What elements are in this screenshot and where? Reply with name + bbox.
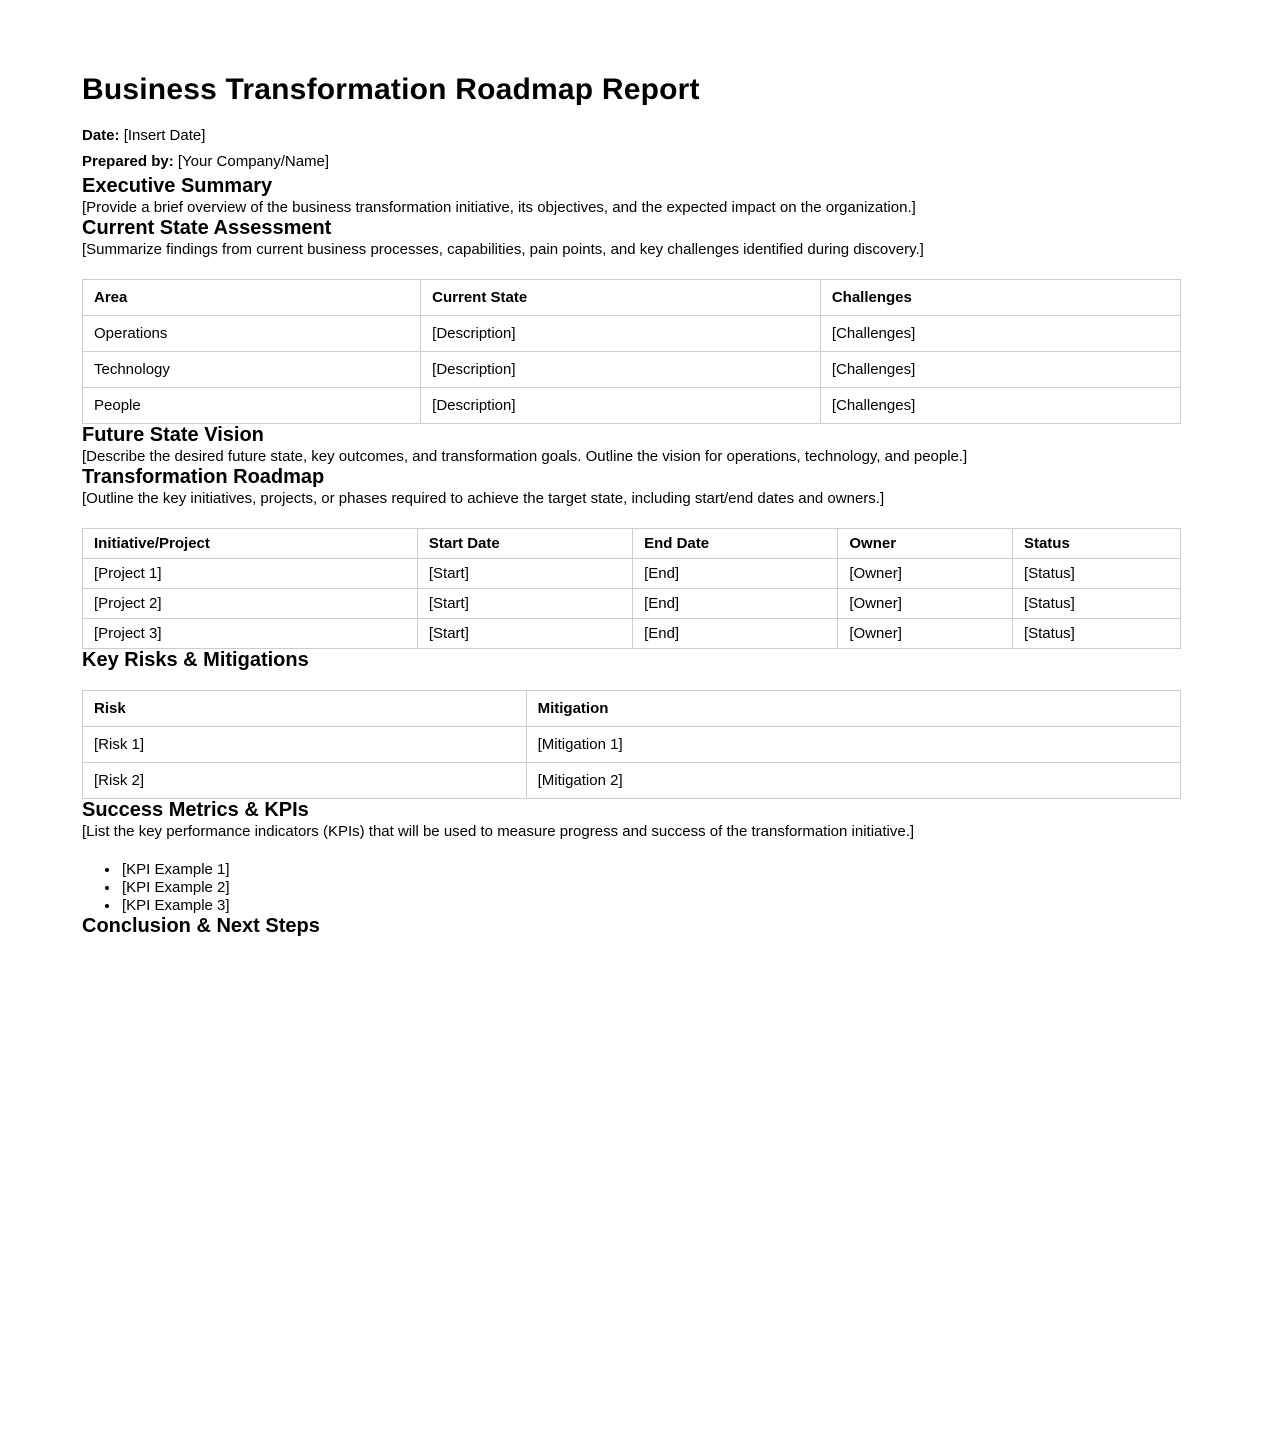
- meta-prepared-line: [82, 149, 1181, 175]
- table-row-people: [83, 388, 1181, 424]
- cell-challenges: [Challenges]: [820, 316, 1180, 352]
- kpi-list: [82, 861, 1181, 915]
- current-state-table: [82, 279, 1181, 424]
- cell-risk: [Risk 1]: [83, 727, 527, 763]
- column-header-challenges: Challenges: [820, 280, 1180, 316]
- table-row-risk-1: [83, 727, 1181, 763]
- cell-mitigation: [Mitigation 2]: [526, 763, 1180, 799]
- column-header-status: Status: [1012, 529, 1180, 559]
- cell-risk: [Risk 2]: [83, 763, 527, 799]
- column-header-owner: Owner: [838, 529, 1013, 559]
- heading-future-state-vision: Future State Vision: [82, 424, 264, 446]
- cell-end: [End]: [633, 619, 838, 649]
- heading-success-metrics-kpis: Success Metrics & KPIs: [82, 799, 309, 821]
- column-header-current-state: Current State: [421, 280, 821, 316]
- cell-status: [Status]: [1012, 619, 1180, 649]
- heading-current-state-assessment: Current State Assessment: [82, 217, 332, 239]
- cell-start: [Start]: [417, 559, 632, 589]
- meta-prepared-label: Prepared by:: [82, 153, 174, 170]
- cell-description: [Description]: [421, 316, 821, 352]
- cell-end: [End]: [633, 559, 838, 589]
- cell-project: [Project 2]: [83, 589, 418, 619]
- cell-description: [Description]: [421, 388, 821, 424]
- roadmap-header-row: [83, 529, 1181, 559]
- cell-status: [Status]: [1012, 559, 1180, 589]
- heading-conclusion-next-steps: Conclusion & Next Steps: [82, 915, 320, 937]
- column-header-end-date: End Date: [633, 529, 838, 559]
- column-header-risk: Risk: [83, 691, 527, 727]
- table-row-technology: [83, 352, 1181, 388]
- table-row-risk-2: [83, 763, 1181, 799]
- cell-start: [Start]: [417, 589, 632, 619]
- table-row-project-2: [83, 589, 1181, 619]
- column-header-initiative-project: Initiative/Project: [83, 529, 418, 559]
- meta-date-value: [Insert Date]: [123, 127, 206, 144]
- meta-date-label: Date:: [82, 127, 120, 144]
- cell-description: [Description]: [421, 352, 821, 388]
- meta-date-line: [82, 123, 1181, 149]
- cell-challenges: [Challenges]: [820, 388, 1180, 424]
- cell-end: [End]: [633, 589, 838, 619]
- meta-prepared-value: [Your Company/Name]: [177, 153, 330, 170]
- cell-owner: [Owner]: [838, 619, 1013, 649]
- kpi-list-item: • [KPI Example 1]: [120, 861, 1181, 879]
- cell-owner: [Owner]: [838, 559, 1013, 589]
- heading-transformation-roadmap: Transformation Roadmap: [82, 466, 325, 488]
- current-state-header-row: [83, 280, 1181, 316]
- cell-start: [Start]: [417, 619, 632, 649]
- cell-challenges: [Challenges]: [820, 352, 1180, 388]
- risks-mitigations-table: [82, 690, 1181, 799]
- table-row-project-3: [83, 619, 1181, 649]
- cell-area: Technology: [83, 352, 421, 388]
- cell-status: [Status]: [1012, 589, 1180, 619]
- kpi-list-item: • [KPI Example 2]: [120, 879, 1181, 897]
- table-row-project-1: [83, 559, 1181, 589]
- success-metrics-text: [List the key performance indicators (KPIs) that will be used to measure progress and success of the transformation initiative.]: [82, 823, 915, 840]
- cell-project: [Project 1]: [83, 559, 418, 589]
- document-title: Business Transformation Roadmap Report: [82, 73, 700, 106]
- table-row-operations: [83, 316, 1181, 352]
- transformation-roadmap-table: [82, 528, 1181, 649]
- kpi-list-item: • [KPI Example 3]: [120, 897, 1181, 915]
- column-header-start-date: Start Date: [417, 529, 632, 559]
- cell-mitigation: [Mitigation 1]: [526, 727, 1180, 763]
- heading-executive-summary: Executive Summary: [82, 175, 273, 197]
- transformation-roadmap-text: [Outline the key initiatives, projects, or phases required to achieve the target state, including start/end dates and owners.]: [82, 490, 885, 507]
- column-header-mitigation: Mitigation: [526, 691, 1180, 727]
- executive-summary-text: [Provide a brief overview of the business transformation initiative, its objectives, and the expected impact on the organization.]: [82, 199, 916, 216]
- heading-key-risks-mitigations: Key Risks & Mitigations: [82, 649, 309, 671]
- cell-owner: [Owner]: [838, 589, 1013, 619]
- cell-area: Operations: [83, 316, 421, 352]
- document-meta: [82, 123, 1181, 175]
- cell-project: [Project 3]: [83, 619, 418, 649]
- column-header-area: Area: [83, 280, 421, 316]
- risks-header-row: [83, 691, 1181, 727]
- future-state-text: [Describe the desired future state, key outcomes, and transformation goals. Outline the vision for operations, technology, and people.]: [82, 448, 968, 465]
- cell-area: People: [83, 388, 421, 424]
- current-state-text: [Summarize findings from current business processes, capabilities, pain points, and key challenges identified during discovery.]: [82, 241, 924, 258]
